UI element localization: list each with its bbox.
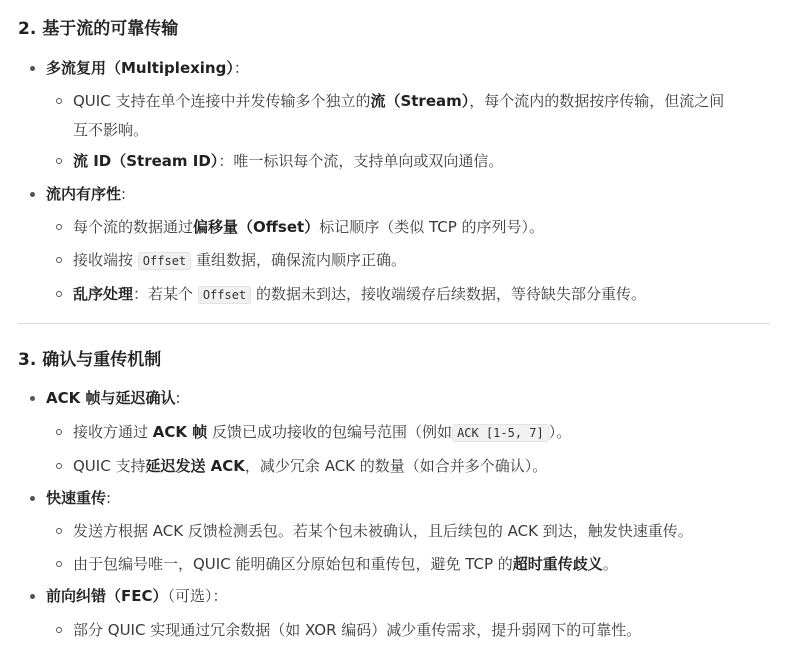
text: QUIC 支持	[73, 457, 146, 475]
bullet	[56, 257, 62, 263]
text: ，每个流内的数据按序传输，但流之间	[469, 92, 725, 110]
list-item-multiplexing	[46, 57, 249, 79]
text: 接收方通过	[73, 423, 149, 441]
ack-range-code: ACK [1-5, 7]	[452, 424, 549, 442]
offset-code: Offset	[138, 252, 191, 270]
offset-term: 偏移量（Offset）	[193, 218, 320, 236]
bullet	[56, 158, 62, 164]
list-item-fast-retransmit	[46, 487, 111, 509]
text: ：唯一标识每个流，支持单向或双向通信。	[218, 152, 504, 170]
text: 发送方根据 ACK 反馈检测丢包。若某个包未被确认，且后续包的 ACK 到达，触发快速重传。	[73, 522, 693, 540]
bullet	[56, 463, 62, 469]
list-item-out-of-order	[73, 283, 646, 306]
text: 标记顺序（类似 TCP 的序列号）。	[319, 218, 545, 236]
list-item-stream-cont	[73, 119, 148, 141]
out-of-order-term: 乱序处理	[73, 285, 134, 303]
text: 重组数据，确保流内顺序正确。	[195, 251, 406, 269]
bullet	[30, 192, 35, 197]
list-item-stream	[73, 90, 724, 112]
bullet	[56, 528, 62, 534]
section-2-heading: 2. 基于流的可靠传输	[18, 19, 179, 39]
bullet	[30, 496, 35, 501]
text: QUIC 支持在单个连接中并发传输多个独立的	[73, 92, 371, 110]
offset-code: Offset	[198, 286, 251, 304]
list-item-ack-frame	[73, 421, 571, 444]
text: 的数据未到达，接收端缓存后续数据，等待缺失部分重传。	[255, 285, 646, 303]
colon: :	[121, 185, 127, 203]
bullet	[56, 627, 62, 633]
ambiguity-term: 超时重传歧义	[512, 555, 603, 573]
list-item-loss-detect	[73, 520, 693, 542]
text: 接收端按	[73, 251, 134, 269]
ordering-label: 流内有序性	[46, 185, 122, 203]
bullet	[30, 594, 35, 599]
list-item-fec	[46, 585, 228, 607]
fec-label: 前向纠错（FEC）	[46, 587, 168, 605]
text: ，减少冗余 ACK 的数量（如合并多个确认）。	[244, 457, 548, 475]
multiplexing-label: 多流复用（Multiplexing）	[46, 59, 234, 77]
fast-retransmit-label: 快速重传	[46, 489, 107, 507]
list-item-ordering	[46, 183, 126, 205]
bullet	[56, 561, 62, 567]
bullet	[30, 396, 35, 401]
colon: :	[175, 389, 181, 407]
list-item-ack	[46, 387, 181, 409]
ack-label: ACK 帧与延迟确认	[46, 389, 176, 407]
colon: :	[106, 489, 112, 507]
stream-term: 流（Stream）	[370, 92, 470, 110]
list-item-ambiguity	[73, 553, 618, 575]
text: ）。	[548, 423, 572, 441]
text: 每个流的数据通过	[73, 218, 194, 236]
divider	[18, 323, 770, 324]
colon: ：	[233, 59, 249, 77]
text: ：若某个	[133, 285, 194, 303]
bullet	[56, 291, 62, 297]
bullet	[30, 66, 35, 71]
bullet	[56, 98, 62, 104]
text: 反馈已成功接收的包编号范围（例如	[212, 423, 453, 441]
list-item-offset	[73, 216, 544, 238]
bullet	[56, 224, 62, 230]
list-item-fec-desc	[73, 619, 641, 641]
bullet	[56, 429, 62, 435]
list-item-reassemble	[73, 249, 406, 272]
text: 部分 QUIC 实现通过冗余数据（如 XOR 编码）减少重传需求，提升弱网下的可靠性。	[73, 621, 642, 639]
text: 互不影响。	[73, 121, 149, 139]
text: 。	[602, 555, 618, 573]
ack-frame-term: ACK 帧	[152, 423, 208, 441]
list-item-stream-id	[73, 150, 503, 172]
text: 由于包编号唯一，QUIC 能明确区分原始包和重传包，避免 TCP 的	[73, 555, 513, 573]
list-item-delayed-ack	[73, 455, 547, 477]
stream-id-term: 流 ID（Stream ID）	[73, 152, 219, 170]
section-3-heading: 3. 确认与重传机制	[18, 350, 162, 370]
delayed-ack-term: 延迟发送 ACK	[145, 457, 245, 475]
text: （可选）：	[167, 587, 228, 605]
